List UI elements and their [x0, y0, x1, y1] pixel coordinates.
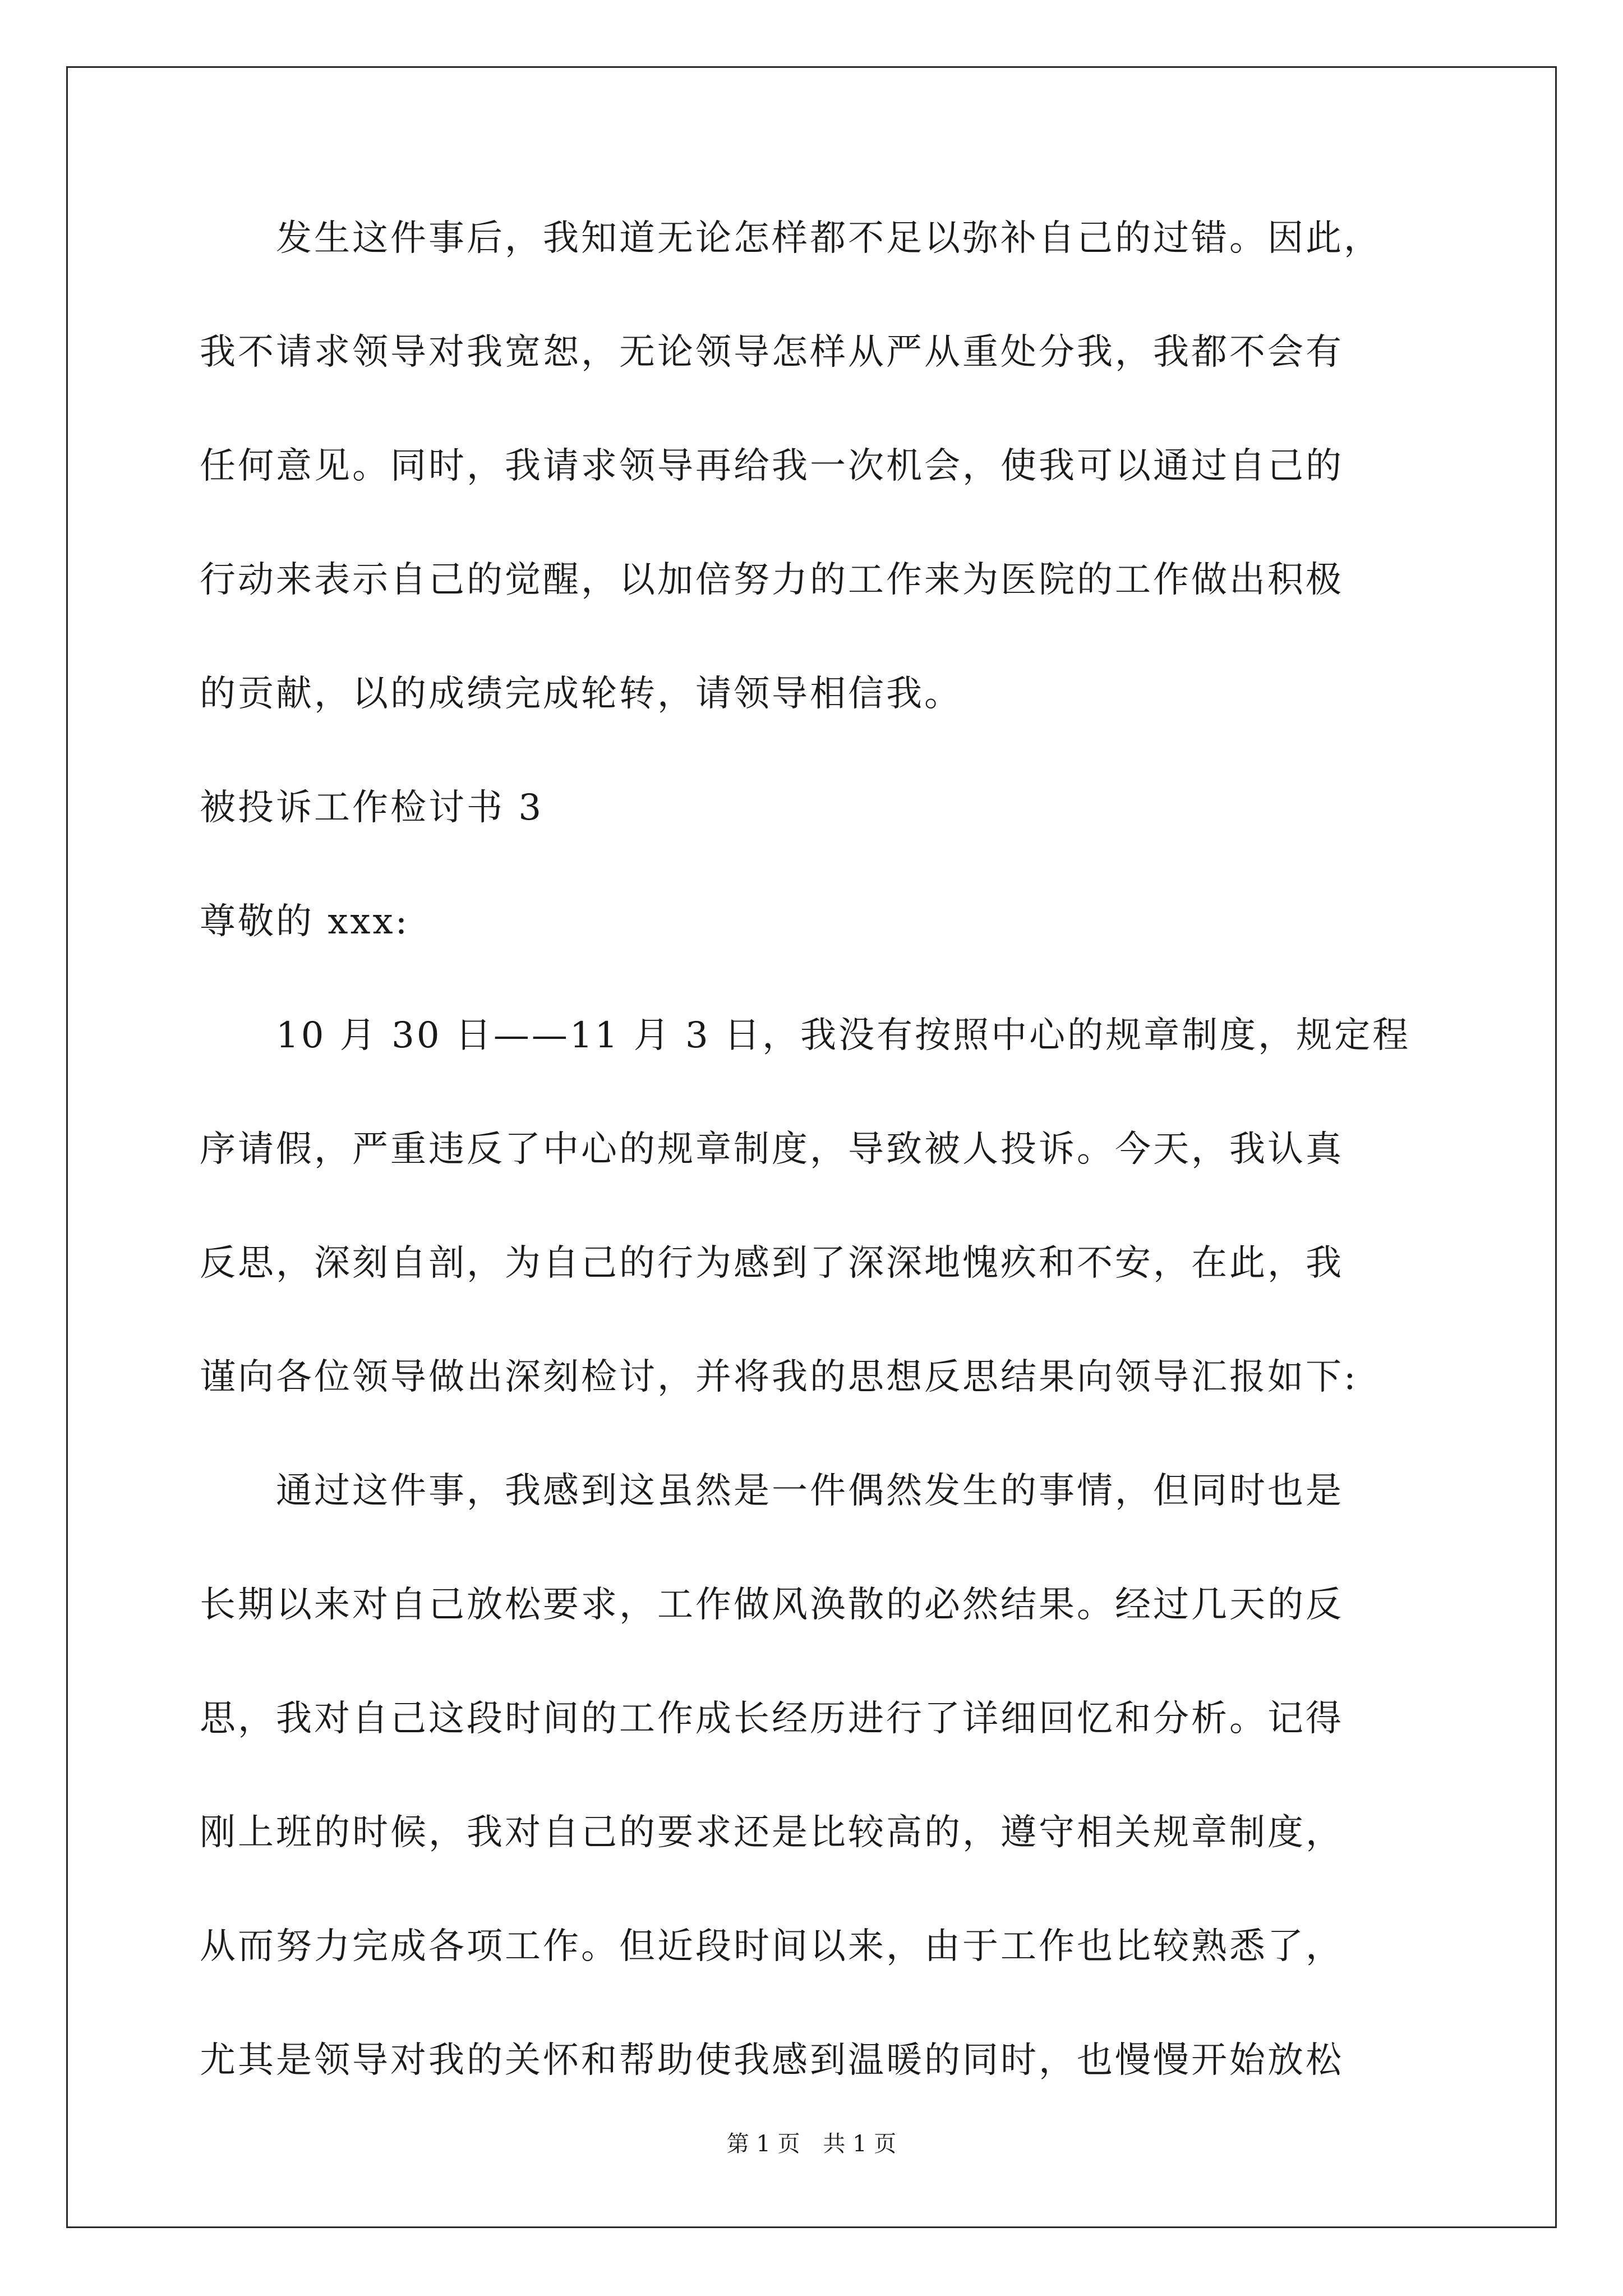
paragraph-line: 刚上班的时候，我对自己的要求还是比较高的，遵守相关规章制度，: [200, 1812, 1344, 1853]
salutation: 尊敬的 xxx:: [200, 901, 410, 942]
paragraph-line: 反思，深刻自剖，为自己的行为感到了深深地愧疚和不安，在此，我: [200, 1243, 1344, 1284]
paragraph-line: 尤其是领导对我的关怀和帮助使我感到温暖的同时，也慢慢开始放松: [200, 2040, 1344, 2081]
paragraph-line: 我不请求领导对我宽恕，无论领导怎样从严从重处分我，我都不会有: [200, 332, 1344, 373]
page-footer: [0, 2126, 1623, 2158]
paragraph-line: 的贡献，以的成绩完成轮转，请领导相信我。: [200, 673, 962, 715]
page-total: 共 1 页: [823, 2131, 897, 2157]
paragraph-line: 长期以来对自己放松要求，工作做风涣散的必然结果。经过几天的反: [200, 1584, 1344, 1626]
page-number: 第 1 页: [726, 2131, 800, 2157]
paragraph-line: 通过这件事，我感到这虽然是一件偶然发生的事情，但同时也是: [276, 1470, 1344, 1512]
paragraph-line: 序请假，严重违反了中心的规章制度，导致被人投诉。今天，我认真: [200, 1129, 1344, 1170]
paragraph-line: 思，我对自己这段时间的工作成长经历进行了详细回忆和分析。记得: [200, 1698, 1344, 1740]
paragraph-line: 10 月 30 日——11 月 3 日，我没有按照中心的规章制度，规定程: [276, 1015, 1411, 1056]
paragraph-line: 任何意见。同时，我请求领导再给我一次机会，使我可以通过自己的: [200, 445, 1344, 487]
paragraph-line: 从而努力完成各项工作。但近段时间以来，由于工作也比较熟悉了，: [200, 1926, 1344, 1967]
paragraph-line: 发生这件事后，我知道无论怎样都不足以弥补自己的过错。因此，: [276, 218, 1382, 259]
document-body: [200, 213, 1439, 2149]
paragraph-line: 谨向各位领导做出深刻检讨，并将我的思想反思结果向领导汇报如下:: [200, 1356, 1358, 1398]
paragraph-line: 行动来表示自己的觉醒，以加倍努力的工作来为医院的工作做出积极: [200, 559, 1344, 601]
section-title: 被投诉工作检讨书 3: [200, 787, 544, 829]
